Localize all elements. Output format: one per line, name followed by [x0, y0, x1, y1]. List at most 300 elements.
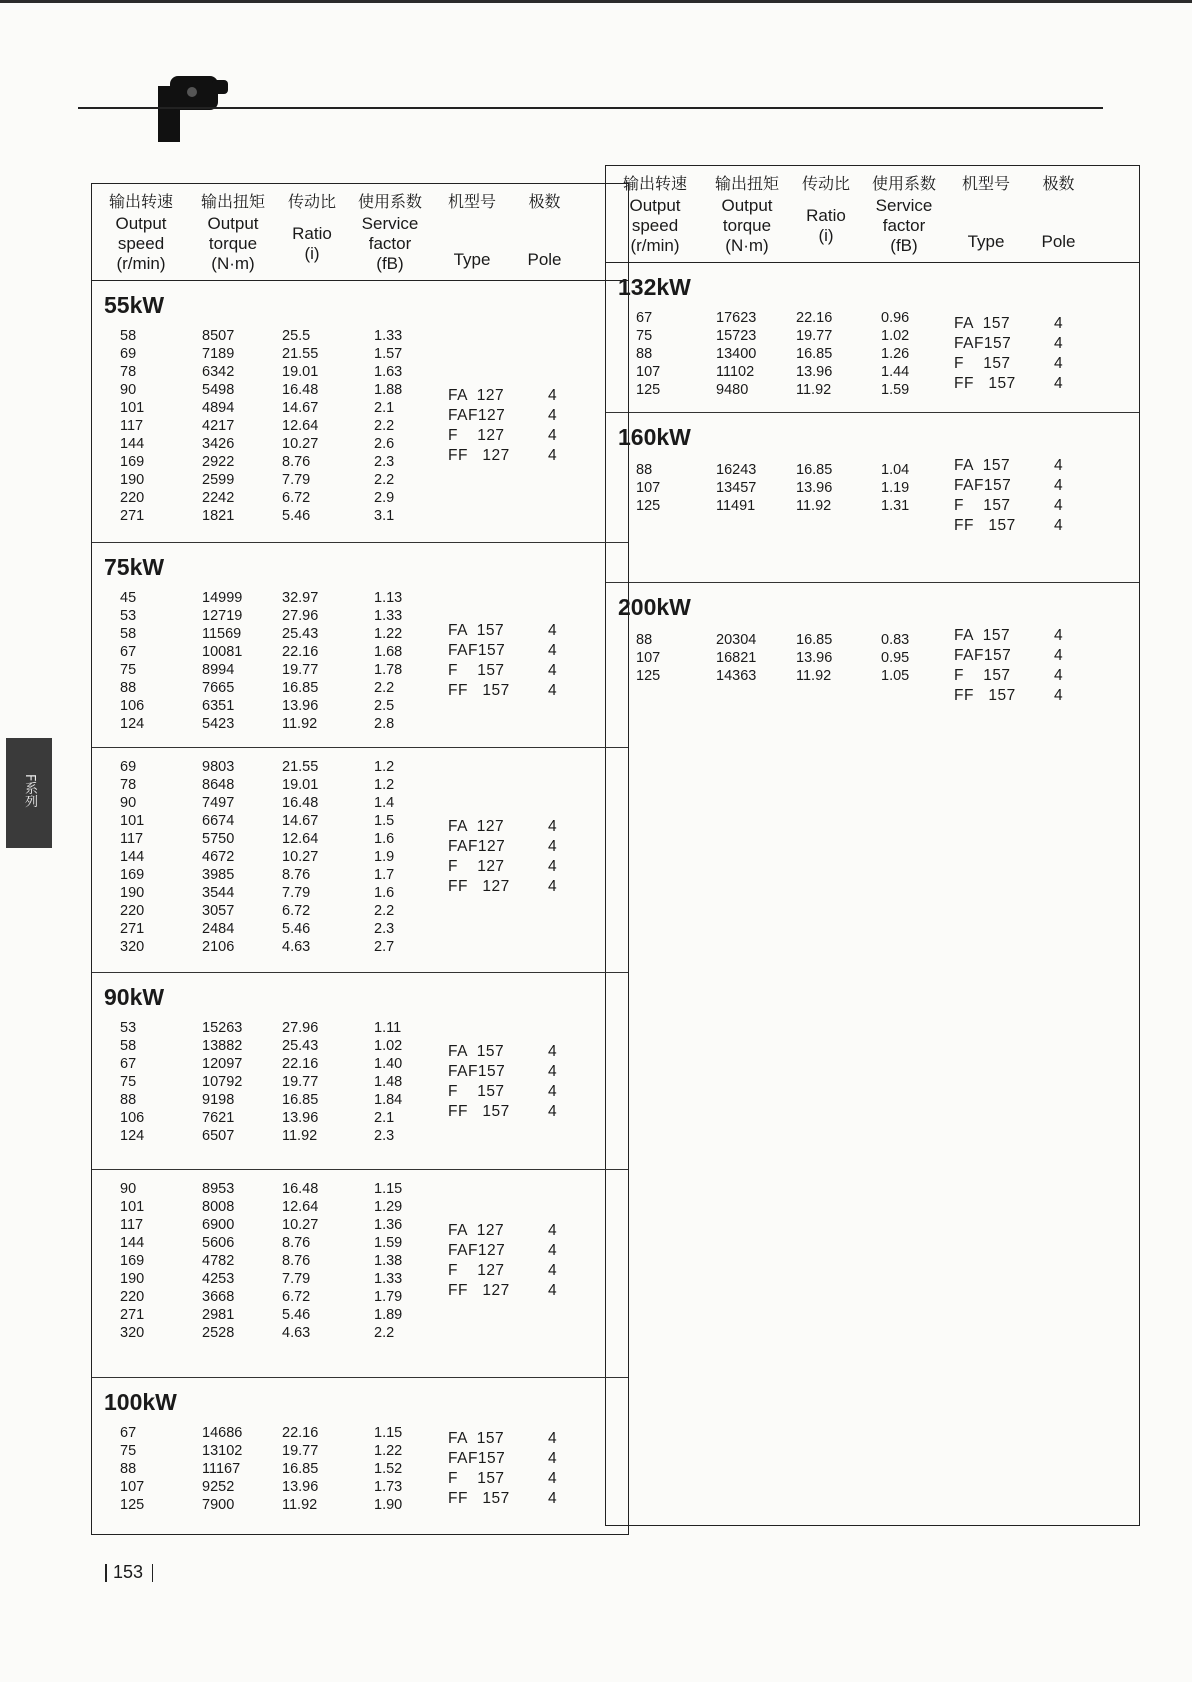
torque: 15263: [202, 1020, 243, 1036]
ratio: 16.48: [282, 795, 319, 811]
torque: 4217: [202, 418, 235, 434]
type-row: [448, 1242, 588, 1262]
header-en-line: speed: [631, 216, 679, 235]
speed: 271: [120, 921, 145, 937]
type-row: [954, 667, 1094, 687]
header-zh: 输出转速: [108, 192, 173, 211]
pole-count: 4: [548, 1262, 558, 1279]
header-cell-3: [350, 192, 430, 274]
ratio: 12.64: [282, 1199, 319, 1215]
header-en: [437, 250, 507, 270]
torque: 14363: [716, 668, 757, 684]
torque: 5606: [202, 1235, 235, 1251]
type-row: [954, 497, 1094, 517]
speed: 125: [120, 1497, 145, 1513]
type-row: [448, 1430, 588, 1450]
type-model: FA 127: [448, 818, 505, 835]
torque: 13882: [202, 1038, 243, 1054]
data-row: [92, 1074, 452, 1092]
speed: 90: [120, 795, 137, 811]
speed: 125: [636, 668, 661, 684]
service-factor: 2.3: [374, 1128, 395, 1144]
type-model: FA 127: [448, 387, 505, 404]
data-row: [92, 472, 452, 490]
header-zh: 使用系数: [871, 174, 936, 193]
type-model: FAF127: [448, 1242, 506, 1259]
torque: 15723: [716, 328, 757, 344]
data-row: [92, 1307, 452, 1325]
torque: 12719: [202, 608, 243, 624]
speed: 88: [120, 1461, 137, 1477]
ratio: 7.79: [282, 885, 311, 901]
speed: 75: [120, 1074, 137, 1090]
data-row: [92, 759, 452, 777]
ratio: 16.85: [282, 680, 319, 696]
pole-count: 4: [1054, 647, 1064, 664]
left-table: [91, 183, 629, 1535]
service-factor: 1.59: [374, 1235, 403, 1251]
data-rows: [92, 1020, 452, 1146]
speed: 90: [120, 1181, 137, 1197]
service-factor: 0.95: [881, 650, 910, 666]
speed: 78: [120, 364, 137, 380]
type-list: [954, 315, 1094, 395]
type-model: FAF127: [448, 838, 506, 855]
data-row: [606, 364, 966, 382]
data-row: [92, 454, 452, 472]
torque: 9198: [202, 1092, 235, 1108]
torque: 5423: [202, 716, 235, 732]
type-row: [448, 1083, 588, 1103]
speed: 144: [120, 436, 145, 452]
type-list: [448, 387, 588, 467]
service-factor: 1.31: [881, 498, 910, 514]
pole-count: 4: [548, 1282, 558, 1299]
torque: 11167: [202, 1461, 241, 1477]
service-factor: 1.79: [374, 1289, 403, 1305]
type-model: F 157: [448, 1083, 505, 1100]
service-factor: 2.1: [374, 1110, 395, 1126]
type-model: FAF157: [954, 647, 1012, 664]
ratio: 5.46: [282, 508, 311, 524]
service-factor: 1.88: [374, 382, 403, 398]
type-row: [954, 355, 1094, 375]
type-model: FA 157: [448, 622, 505, 639]
header-en: [100, 214, 182, 274]
speed: 190: [120, 885, 145, 901]
data-row: [92, 1425, 452, 1443]
speed: 169: [120, 1253, 145, 1269]
torque: 13102: [202, 1443, 243, 1459]
torque: 4253: [202, 1271, 235, 1287]
type-model: FAF157: [954, 477, 1012, 494]
speed: 53: [120, 1020, 137, 1036]
pole-count: 4: [548, 447, 558, 464]
header-cell-1: [706, 174, 788, 256]
pole-count: 4: [548, 1063, 558, 1080]
type-row: [448, 427, 588, 447]
service-factor: 2.5: [374, 698, 395, 714]
type-model: FF 157: [954, 375, 1016, 392]
ratio: 6.72: [282, 1289, 311, 1305]
power-heading: 132kW: [618, 274, 691, 300]
service-factor: 1.19: [881, 480, 910, 496]
header-zh: 机型号: [447, 192, 496, 211]
ratio: 8.76: [282, 867, 311, 883]
section-90kW: [92, 972, 628, 1170]
data-row: [92, 903, 452, 921]
speed: 106: [120, 1110, 145, 1126]
header-zh: 使用系数: [357, 192, 422, 211]
ratio: 19.01: [282, 364, 319, 380]
ratio: 16.48: [282, 1181, 319, 1197]
type-model: FF 127: [448, 1282, 510, 1299]
torque: 2484: [202, 921, 235, 937]
torque: 8507: [202, 328, 235, 344]
header-cell-4: [951, 174, 1021, 252]
speed: 124: [120, 1128, 145, 1144]
torque: 3985: [202, 867, 235, 883]
torque: 14686: [202, 1425, 243, 1441]
speed: 75: [636, 328, 653, 344]
pole-count: 4: [548, 1490, 558, 1507]
data-row: [92, 1271, 452, 1289]
ratio: 22.16: [282, 1056, 319, 1072]
torque: 7900: [202, 1497, 235, 1513]
data-row: [92, 1325, 452, 1343]
speed: 58: [120, 328, 137, 344]
pole-count: 4: [548, 838, 558, 855]
type-row: [954, 517, 1094, 537]
ratio: 8.76: [282, 454, 311, 470]
ratio: 19.77: [282, 1074, 319, 1090]
right-table: [605, 165, 1140, 1526]
speed: 220: [120, 490, 145, 506]
ratio: 10.27: [282, 436, 319, 452]
type-row: [448, 1043, 588, 1063]
service-factor: 2.3: [374, 921, 395, 937]
header-en-line: Pole: [527, 250, 562, 269]
service-factor: 1.5: [374, 813, 395, 829]
pole-count: 4: [1054, 457, 1064, 474]
ratio: 7.79: [282, 472, 311, 488]
speed: 101: [120, 400, 145, 416]
ratio: 8.76: [282, 1253, 311, 1269]
pole-count: 4: [548, 1043, 558, 1060]
torque: 5750: [202, 831, 235, 847]
ratio: 19.77: [282, 662, 319, 678]
data-row: [92, 1110, 452, 1128]
type-list: [448, 1043, 588, 1123]
data-row: [92, 436, 452, 454]
ratio: 13.96: [796, 480, 833, 496]
data-row: [92, 1199, 452, 1217]
ratio: 25.5: [282, 328, 311, 344]
service-factor: 1.33: [374, 608, 403, 624]
ratio: 4.63: [282, 1325, 311, 1341]
type-row: [954, 687, 1094, 707]
data-row: [92, 626, 452, 644]
type-row: [448, 662, 588, 682]
service-factor: 1.04: [881, 462, 910, 478]
speed: 271: [120, 508, 145, 524]
speed: 190: [120, 1271, 145, 1287]
header-cell-5: [1031, 174, 1086, 252]
header-rule: [78, 107, 1103, 109]
speed: 67: [120, 1425, 137, 1441]
type-row: [954, 477, 1094, 497]
header-en: [192, 214, 274, 274]
service-factor: 2.2: [374, 418, 395, 434]
ratio: 12.64: [282, 831, 319, 847]
header-en: [517, 250, 572, 270]
data-row: [92, 716, 452, 734]
data-row: [606, 650, 966, 668]
header-cell-2: [277, 192, 347, 264]
speed: 69: [120, 346, 137, 362]
type-model: F 157: [448, 662, 505, 679]
speed: 101: [120, 1199, 145, 1215]
service-factor: 1.6: [374, 831, 395, 847]
data-rows: [606, 462, 966, 516]
service-factor: 2.2: [374, 680, 395, 696]
type-row: [954, 315, 1094, 335]
header-en-line: (fB): [376, 254, 404, 273]
ratio: 14.67: [282, 813, 319, 829]
torque: 11102: [716, 364, 755, 380]
data-row: [92, 849, 452, 867]
data-row: [92, 328, 452, 346]
type-model: FA 127: [448, 1222, 505, 1239]
header-en-line: Service: [361, 214, 419, 233]
type-model: FA 157: [954, 627, 1011, 644]
header-en-line: Type: [967, 232, 1005, 251]
speed: 117: [120, 418, 144, 434]
torque: 10081: [202, 644, 243, 660]
speed: 169: [120, 454, 145, 470]
pole-count: 4: [1054, 517, 1064, 534]
section-continued: [92, 1169, 628, 1378]
speed: 144: [120, 849, 145, 865]
torque: 11491: [716, 498, 756, 514]
pole-count: 4: [548, 1083, 558, 1100]
torque: 13457: [716, 480, 757, 496]
data-row: [92, 1128, 452, 1146]
torque: 3668: [202, 1289, 235, 1305]
ratio: 11.92: [796, 668, 832, 684]
pole-count: 4: [548, 682, 558, 699]
torque: 5498: [202, 382, 235, 398]
data-row: [92, 777, 452, 795]
type-list: [448, 1430, 588, 1510]
torque: 9803: [202, 759, 235, 775]
service-factor: 1.29: [374, 1199, 403, 1215]
service-factor: 1.57: [374, 346, 403, 362]
speed: 67: [636, 310, 653, 326]
pole-count: 4: [1054, 497, 1064, 514]
data-rows: [92, 1181, 452, 1343]
type-model: F 127: [448, 427, 505, 444]
pole-count: 4: [548, 1222, 558, 1239]
torque: 9252: [202, 1479, 235, 1495]
data-row: [92, 1092, 452, 1110]
ratio: 19.77: [282, 1443, 319, 1459]
ratio: 13.96: [796, 364, 833, 380]
data-row: [92, 1289, 452, 1307]
type-row: [448, 1222, 588, 1242]
ratio: 11.92: [282, 716, 318, 732]
data-row: [606, 328, 966, 346]
ratio: 11.92: [282, 1128, 318, 1144]
ratio: 16.85: [796, 462, 833, 478]
header-cell-5: [517, 192, 572, 270]
speed: 107: [636, 364, 661, 380]
torque: 6674: [202, 813, 235, 829]
type-model: F 157: [954, 667, 1011, 684]
service-factor: 1.33: [374, 328, 403, 344]
data-row: [92, 1217, 452, 1235]
service-factor: 1.22: [374, 626, 403, 642]
data-rows: [606, 632, 966, 686]
torque: 6507: [202, 1128, 235, 1144]
service-factor: 1.63: [374, 364, 403, 380]
service-factor: 1.78: [374, 662, 403, 678]
torque: 20304: [716, 632, 757, 648]
pole-count: 4: [548, 858, 558, 875]
service-factor: 2.2: [374, 1325, 395, 1341]
torque: 7189: [202, 346, 235, 362]
header-zh: 极数: [1042, 174, 1075, 193]
type-row: [448, 1470, 588, 1490]
service-factor: 2.2: [374, 903, 395, 919]
torque: 2242: [202, 490, 235, 506]
service-factor: 1.38: [374, 1253, 403, 1269]
service-factor: 1.4: [374, 795, 395, 811]
service-factor: 1.90: [374, 1497, 403, 1513]
ratio: 7.79: [282, 1271, 311, 1287]
ratio: 22.16: [282, 1425, 319, 1441]
ratio: 16.85: [796, 346, 833, 362]
ratio: 21.55: [282, 346, 319, 362]
service-factor: 1.40: [374, 1056, 403, 1072]
header-en: [951, 232, 1021, 252]
data-row: [92, 346, 452, 364]
ratio: 22.16: [796, 310, 833, 326]
data-row: [92, 1038, 452, 1056]
type-model: FAF157: [448, 1063, 506, 1080]
service-factor: 1.68: [374, 644, 403, 660]
type-model: FF 157: [954, 687, 1016, 704]
ratio: 27.96: [282, 608, 319, 624]
type-model: FF 157: [448, 1490, 510, 1507]
power-heading: 100kW: [104, 1389, 177, 1415]
service-factor: 1.6: [374, 885, 395, 901]
type-model: FF 127: [448, 878, 510, 895]
header-en-line: speed: [117, 234, 165, 253]
ratio: 13.96: [282, 1479, 319, 1495]
data-rows: [606, 310, 966, 400]
section-200kW: [606, 582, 1139, 732]
ratio: 5.46: [282, 1307, 311, 1323]
type-model: F 157: [954, 355, 1011, 372]
torque: 4894: [202, 400, 235, 416]
type-list: [448, 818, 588, 898]
data-row: [606, 310, 966, 328]
service-factor: 2.7: [374, 939, 395, 955]
pole-count: 4: [548, 642, 558, 659]
header-en: [706, 196, 788, 256]
speed: 88: [636, 632, 653, 648]
data-row: [92, 382, 452, 400]
type-row: [954, 647, 1094, 667]
header-en-line: (fB): [890, 236, 918, 255]
ratio: 25.43: [282, 1038, 319, 1054]
header-en-line: (i): [818, 226, 834, 245]
speed: 169: [120, 867, 145, 883]
data-row: [606, 462, 966, 480]
torque: 2106: [202, 939, 235, 955]
data-row: [92, 680, 452, 698]
data-row: [92, 1235, 452, 1253]
speed: 78: [120, 777, 137, 793]
pole-count: 4: [548, 818, 558, 835]
data-row: [92, 1461, 452, 1479]
data-row: [606, 498, 966, 516]
service-factor: 1.48: [374, 1074, 403, 1090]
pole-count: 4: [1054, 477, 1064, 494]
type-model: FA 157: [448, 1430, 505, 1447]
type-model: F 157: [448, 1470, 505, 1487]
data-row: [92, 508, 452, 526]
speed: 88: [636, 462, 653, 478]
data-row: [92, 1253, 452, 1271]
ratio: 27.96: [282, 1020, 319, 1036]
data-row: [92, 698, 452, 716]
data-row: [92, 885, 452, 903]
ratio: 13.96: [796, 650, 833, 666]
pole-count: 4: [1054, 335, 1064, 352]
torque: 6351: [202, 698, 235, 714]
data-row: [606, 632, 966, 650]
type-row: [954, 627, 1094, 647]
ratio: 16.48: [282, 382, 319, 398]
ratio: 6.72: [282, 903, 311, 919]
type-row: [954, 375, 1094, 395]
ratio: 6.72: [282, 490, 311, 506]
data-rows: [92, 759, 452, 957]
header-zh: 输出扭矩: [200, 192, 265, 211]
service-factor: 2.6: [374, 436, 395, 452]
data-row: [92, 1479, 452, 1497]
ratio: 19.01: [282, 777, 319, 793]
ratio: 11.92: [796, 382, 832, 398]
speed: 90: [120, 382, 137, 398]
data-row: [92, 867, 452, 885]
type-model: FAF127: [448, 407, 506, 424]
torque: 8953: [202, 1181, 235, 1197]
ratio: 16.85: [796, 632, 833, 648]
table-header: [92, 184, 628, 281]
speed: 88: [120, 680, 137, 696]
type-row: [448, 1282, 588, 1302]
type-row: [448, 878, 588, 898]
ratio: 10.27: [282, 1217, 319, 1233]
service-factor: 1.59: [881, 382, 910, 398]
service-factor: 1.89: [374, 1307, 403, 1323]
service-factor: 2.2: [374, 472, 395, 488]
service-factor: 1.15: [374, 1425, 403, 1441]
header-cell-1: [192, 192, 274, 274]
